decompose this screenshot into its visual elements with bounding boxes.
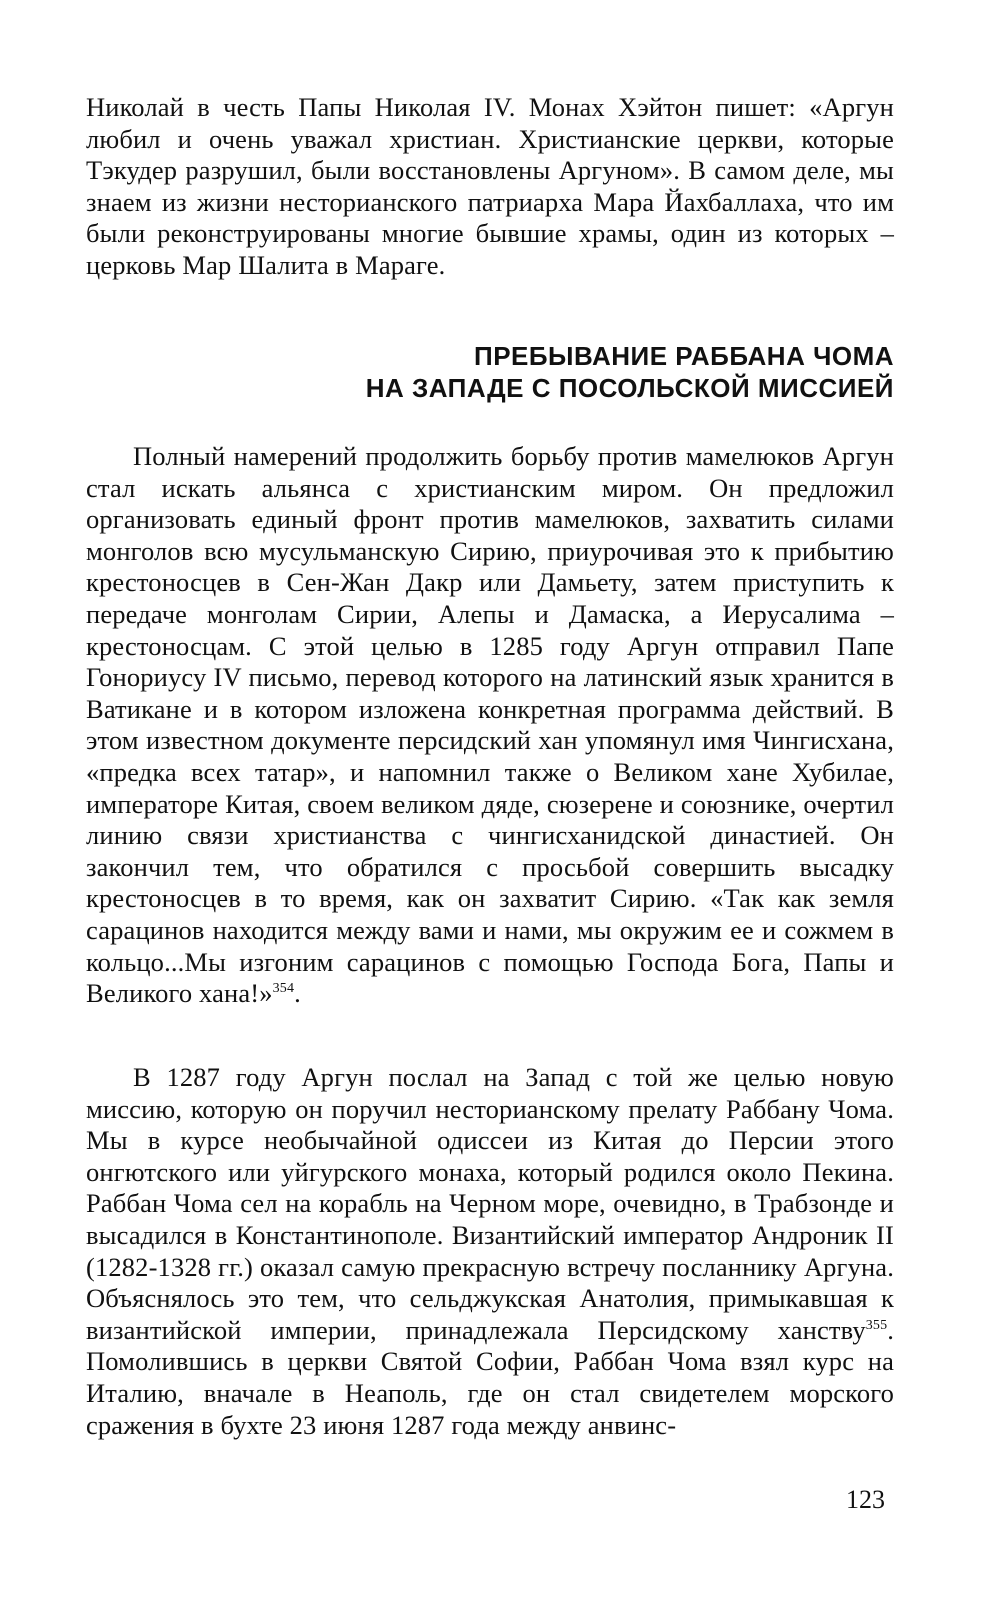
paragraph-rabban-chome-text-1: В 1287 году Аргун послал на Запад с той же целью новую миссию, которую он поручил несторианскому прелату Раббану Чома. Мы в курсе необычайной одиссеи из Китая до Персии этого онгютского или уйгурского монаха, который родился около Пекина. Раббан Чома сел на корабль на Черном море, очевидно, в Трабзонде и высадился в Константинополе. Византийский император Андроник II (1282-1328 гг.) оказал самую прекрасную встречу посланнику Аргуна. Объяснялось это тем, что сельджукская Анатолия, примыкавшая к византийской империи, принадлежала Персидскому ханству bbox=[86, 1062, 894, 1345]
footnote-ref-354: 354 bbox=[272, 981, 295, 997]
paragraph-intro bbox=[86, 92, 894, 282]
paragraph-intro-text: Николай в честь Папы Николая IV. Монах Хэйтон пишет: «Аргун любил и очень уважал христиан. Христианские церкви, которые Тэкудер разрушил, были восстановлены Аргуном». В самом деле, мы знаем из жизни несторианского патриарха Мара Йахбаллаха, что им были реконструированы многие бывшие храмы, один из которых – церковь Мар Шалита в Мараге. bbox=[86, 92, 894, 280]
paragraph-argun-alliance-end: . bbox=[294, 978, 301, 1009]
paragraph-rabban-chome-text-2: . Помолившись в церкви Святой Софии, Раббан Чома взял курс на Италию, вначале в Неаполь, где он стал свидетелем морского сражения в бухте 23 июня 1287 года между анвинс- bbox=[86, 1314, 894, 1440]
page-number: 123 bbox=[846, 1485, 885, 1514]
footnote-ref-355: 355 bbox=[865, 1317, 888, 1333]
section-heading-line-2: НА ЗАПАДЕ С ПОСОЛЬСКОЙ МИССИЕЙ bbox=[365, 373, 894, 403]
paragraph-argun-alliance-text: Полный намерений продолжить борьбу против мамелюков Аргун стал искать альянса с христианским миром. Он предложил организовать единый фронт против мамелюков, захватить силами монголов всю мусульманскую Сирию, приурочивая это к прибытию крестоносцев в Сен-Жан Дакр или Дамьету, затем приступить к передаче монголам Сирии, Алепы и Дамаска, а Иерусалима – крестоносцам. С этой целью в 1285 году Аргун отправил Папе Гонориусу IV письмо, перевод которого на латинский язык хранится в Ватикане и в котором изложена конкретная программа действий. В этом известном документе персидский хан упомянул имя Чингисхана, «предка всех татар», и напомнил также о Великом хане Хубилае, императоре Китая, своем великом дяде, сюзерене и союзнике, очертил линию связи христианства с чингисханидской династией. Он закончил тем, что обратился с просьбой совершить высадку крестоносцев в то время, как он захватит Сирию. «Так как земля сарацинов находится между вами и нами, мы окружим ее и сожмем в кольцо...Мы изгоним сарацинов с помощью Господа Бога, Папы и Великого хана!» bbox=[86, 441, 894, 1009]
section-heading bbox=[86, 340, 894, 404]
paragraph-rabban-chome-mission bbox=[86, 1062, 894, 1441]
section-heading-line-1: ПРЕБЫВАНИЕ РАББАНА ЧОМА bbox=[474, 341, 894, 371]
paragraph-argun-alliance bbox=[86, 441, 894, 1010]
